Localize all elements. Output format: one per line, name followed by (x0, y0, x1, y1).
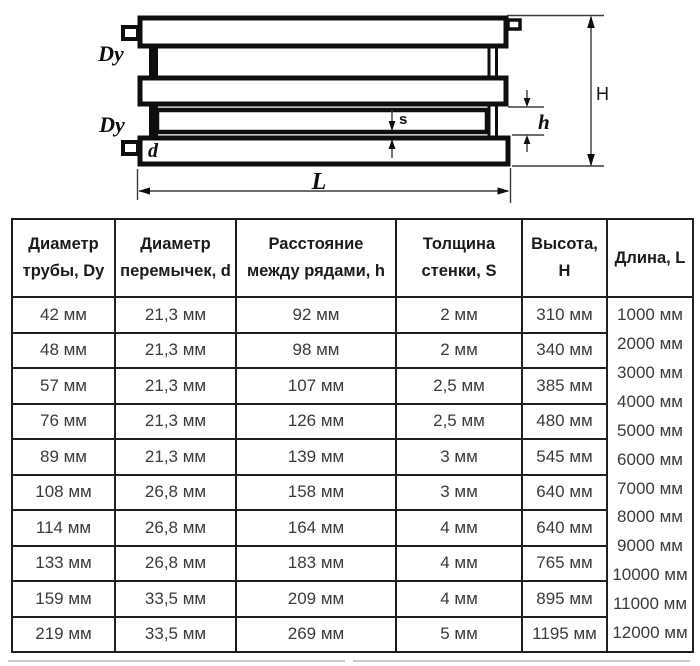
length-option: 6000 мм (617, 449, 683, 469)
length-option: 2000 мм (617, 333, 683, 353)
length-options-cell (607, 297, 693, 652)
table-cell: 26,8 мм (115, 510, 236, 546)
dim-h-arrow-down (524, 98, 531, 107)
length-option: 10000 мм (612, 565, 688, 585)
table-cell: 98 мм (236, 333, 396, 369)
header-row-spacing: Расстояние между рядами, h (236, 219, 396, 297)
table-cell: 3 мм (396, 475, 522, 511)
table-row (12, 617, 693, 653)
table-cell: 3 мм (396, 439, 522, 475)
table-cell: 269 мм (236, 617, 396, 653)
register-drawing-svg (0, 0, 700, 214)
dim-L-arrow-right (498, 187, 510, 194)
header-pipe-diameter: Диаметр трубы, Dy (12, 219, 115, 297)
table-cell: 76 мм (12, 404, 115, 440)
label-dy-top: Dy (98, 41, 124, 66)
header-jumper-diameter: Диаметр перемычек, d (115, 219, 236, 297)
table-row (12, 510, 693, 546)
table-cell: 42 мм (12, 297, 115, 333)
table-cell: 89 мм (12, 439, 115, 475)
dim-H-arrow-top (587, 16, 595, 29)
table-cell: 164 мм (236, 510, 396, 546)
table-cell: 4 мм (396, 510, 522, 546)
label-dy-bottom: Dy (99, 112, 125, 137)
stub-left-top (123, 27, 138, 39)
table-row (12, 368, 693, 404)
length-option: 8000 мм (617, 507, 683, 527)
table-cell: 219 мм (12, 617, 115, 653)
table-row (12, 404, 693, 440)
dim-L-arrow-left (139, 187, 151, 194)
table-cell: 895 мм (522, 581, 607, 617)
jumper-right-1 (489, 46, 497, 78)
stub-right-top (508, 20, 520, 29)
table-cell: 57 мм (12, 368, 115, 404)
table-cell: 21,3 мм (115, 439, 236, 475)
jumper-left-1 (149, 44, 158, 80)
jumper-right-2 (489, 104, 497, 138)
table-cell: 92 мм (236, 297, 396, 333)
table-cell: 2 мм (396, 297, 522, 333)
length-option: 12000 мм (612, 623, 688, 643)
table-cell: 33,5 мм (115, 617, 236, 653)
table-cell: 48 мм (12, 333, 115, 369)
table-cell: 545 мм (522, 439, 607, 475)
table-cell: 21,3 мм (115, 368, 236, 404)
table-cell: 4 мм (396, 546, 522, 582)
pipe-row-3 (157, 110, 487, 132)
stub-left-bottom (123, 142, 138, 154)
table-cell: 640 мм (522, 510, 607, 546)
label-h: h (538, 110, 550, 134)
header-wall-thickness: Толщина стенки, S (396, 219, 522, 297)
table-cell: 21,3 мм (115, 404, 236, 440)
table-cell: 385 мм (522, 368, 607, 404)
table-cell: 158 мм (236, 475, 396, 511)
table-header (12, 219, 693, 297)
page-shadow-right (353, 660, 690, 662)
table-cell: 21,3 мм (115, 297, 236, 333)
table-cell: 183 мм (236, 546, 396, 582)
label-L: L (311, 169, 327, 195)
table-cell: 139 мм (236, 439, 396, 475)
pipe-row-1 (140, 18, 506, 46)
table-cell: 640 мм (522, 475, 607, 511)
pipe-register-diagram (0, 0, 700, 219)
table-body (12, 297, 693, 652)
table-cell: 26,8 мм (115, 475, 236, 511)
table-cell: 114 мм (12, 510, 115, 546)
table-cell: 33,5 мм (115, 581, 236, 617)
dim-H (507, 16, 604, 167)
table-cell: 5 мм (396, 617, 522, 653)
length-option: 1000 мм (617, 305, 683, 325)
table-cell: 765 мм (522, 546, 607, 582)
table-cell: 133 мм (12, 546, 115, 582)
page-shadow-left (8, 660, 345, 662)
table-row (12, 475, 693, 511)
table-cell: 340 мм (522, 333, 607, 369)
table-cell: 480 мм (522, 404, 607, 440)
length-option: 7000 мм (617, 478, 683, 498)
label-H: H (596, 84, 609, 104)
table-cell: 209 мм (236, 581, 396, 617)
table-row (12, 546, 693, 582)
label-d: d (148, 140, 158, 162)
header-height: Высота, H (522, 219, 607, 297)
table-row (12, 297, 693, 333)
table-cell: 1195 мм (522, 617, 607, 653)
table-cell: 4 мм (396, 581, 522, 617)
header-length: Длина, L (607, 219, 693, 297)
table-cell: 108 мм (12, 475, 115, 511)
table-cell: 310 мм (522, 297, 607, 333)
table-row (12, 581, 693, 617)
table-cell: 21,3 мм (115, 333, 236, 369)
table-cell: 107 мм (236, 368, 396, 404)
length-option: 11000 мм (612, 594, 688, 614)
pipe-row-2 (140, 78, 506, 104)
spec-table (11, 218, 694, 653)
table-cell: 126 мм (236, 404, 396, 440)
length-option: 9000 мм (617, 536, 683, 556)
label-s: s (399, 111, 408, 128)
table-cell: 2,5 мм (396, 368, 522, 404)
length-option: 5000 мм (617, 420, 683, 440)
dim-h-arrow-up (524, 135, 531, 144)
table-row (12, 333, 693, 369)
dim-H-arrow-bottom (587, 154, 595, 167)
pipe-row-4 (140, 138, 508, 164)
table-cell: 2,5 мм (396, 404, 522, 440)
table-cell: 159 мм (12, 581, 115, 617)
length-option: 4000 мм (617, 391, 683, 411)
table-row (12, 439, 693, 475)
length-option: 3000 мм (617, 362, 683, 382)
table-cell: 2 мм (396, 333, 522, 369)
table-cell: 26,8 мм (115, 546, 236, 582)
